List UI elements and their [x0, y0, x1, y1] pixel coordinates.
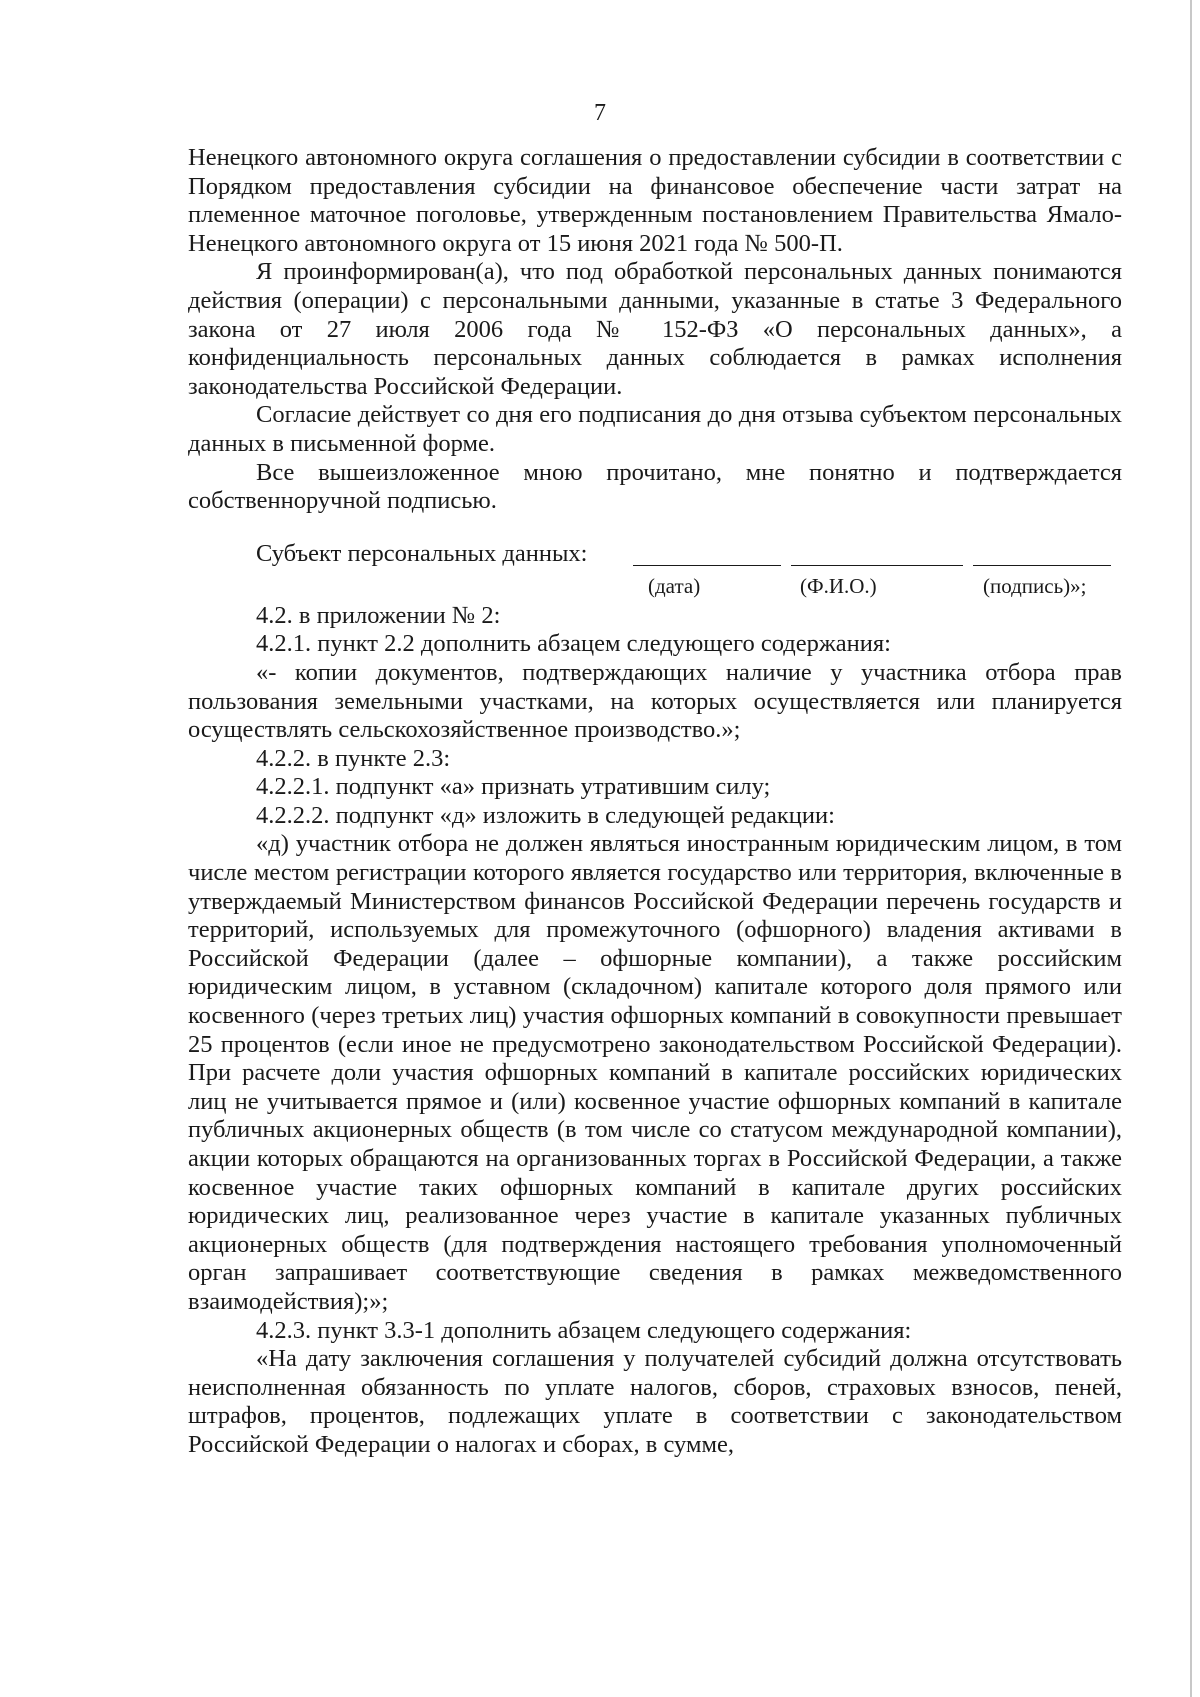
date-caption: (дата): [648, 573, 701, 598]
paragraph-4-2-2: 4.2.2. в пункте 2.3:: [256, 744, 451, 772]
page-number: 7: [594, 100, 606, 126]
signature-line: [973, 564, 1111, 566]
page-edge-line: [1190, 0, 1192, 1697]
name-line: [791, 564, 963, 566]
paragraph-4-2-3-text: «На дату заключения соглашения у получателей субсидий должна отсутствовать неисполненная обязанность по уплате налогов, сборов, страховых взносов, пеней, штрафов, процентов, подлежащих уплате в соответствии с законодательством Российской Федерации о налогах и сборах, в сумме,: [188, 1345, 1122, 1458]
signature-label: Субъект персональных данных:: [256, 539, 588, 567]
paragraph-4-2: 4.2. в приложении № 2:: [256, 601, 501, 629]
signature-block: [188, 540, 1122, 602]
paragraph-4-2-1-text: «- копии документов, подтверждающих наличие у участника отбора прав пользования земельными участками, на которых осуществляется или планируется осуществлять сельскохозяйственное производство.»;: [188, 658, 1122, 744]
paragraph-4-2-3: 4.2.3. пункт 3.3-1 дополнить абзацем следующего содержания:: [256, 1316, 912, 1344]
paragraph-4-2-1: 4.2.1. пункт 2.2 дополнить абзацем следующего содержания:: [256, 630, 891, 658]
paragraph-confirmation: Все вышеизложенное мною прочитано, мне понятно и подтверждается собственноручной подписью.: [188, 458, 1122, 515]
paragraph-personal-data-info: Я проинформирован(а), что под обработкой персональных данных понимаются действия (операции) с персональными данными, указанные в статье 3 Федерального закона от 27 июля 2006 года № 152-ФЗ «О персональных данных», а конфиденциальность персональных данных соблюдается в рамках исполнения законодательства Российской Федерации.: [188, 258, 1122, 400]
paragraph-4-2-2-2: 4.2.2.2. подпункт «д» изложить в следующей редакции:: [256, 801, 835, 829]
paragraph-consent-validity: Согласие действует со дня его подписания до дня отзыва субъектом персональных данных в письменной форме.: [188, 401, 1122, 457]
signature-caption: (подпись)»;: [983, 573, 1087, 598]
paragraph-4-2-2-1: 4.2.2.1. подпункт «а» признать утратившим силу;: [256, 773, 771, 801]
paragraph-4-2-2-2-text: «д) участник отбора не должен являться иностранным юридическим лицом, в том числе местом регистрации которого является государство или территория, включенные в утверждаемый Министерством финансов Российской Федерации перечень государств и территорий, используемых для промежуточного (офшорного) владения активами в Российской Федерации (далее – офшорные компании), а также российским юридическим лицом, в уставном (складочном) капитале которого доля прямого или косвенного (через третьих лиц) участия офшорных компаний в совокупности превышает 25 процентов (если иное не предусмотрено законодательством Российской Федерации). При расчете доли участия офшорных компаний в капитале российских юридических лиц не учитывается прямое и (или) косвенное участие офшорных компаний в капитале публичных акционерных обществ (в том числе со статусом международной компании), акции которых обращаются на организованных торгах в Российской Федерации, а также косвенное участие таких офшорных компаний в капитале других российских юридических лиц, реализованное через участие в капитале указанных публичных акционерных обществ (для подтверждения настоящего требования уполномоченный орган запрашивает соответствующие сведения в рамках межведомственного взаимодействия);»;: [188, 830, 1122, 1315]
date-line: [633, 564, 781, 566]
name-caption: (Ф.И.О.): [800, 573, 877, 598]
document-body: [188, 144, 1122, 1460]
paragraph-continuation: Ненецкого автономного округа соглашения о предоставлении субсидии в соответствии с Порядком предоставления субсидии на финансовое обеспечение части затрат на племенное маточное поголовье, утвержденным постановлением Правительства Ямало-Ненецкого автономного округа от 15 июня 2021 года № 500-П.: [188, 144, 1122, 257]
